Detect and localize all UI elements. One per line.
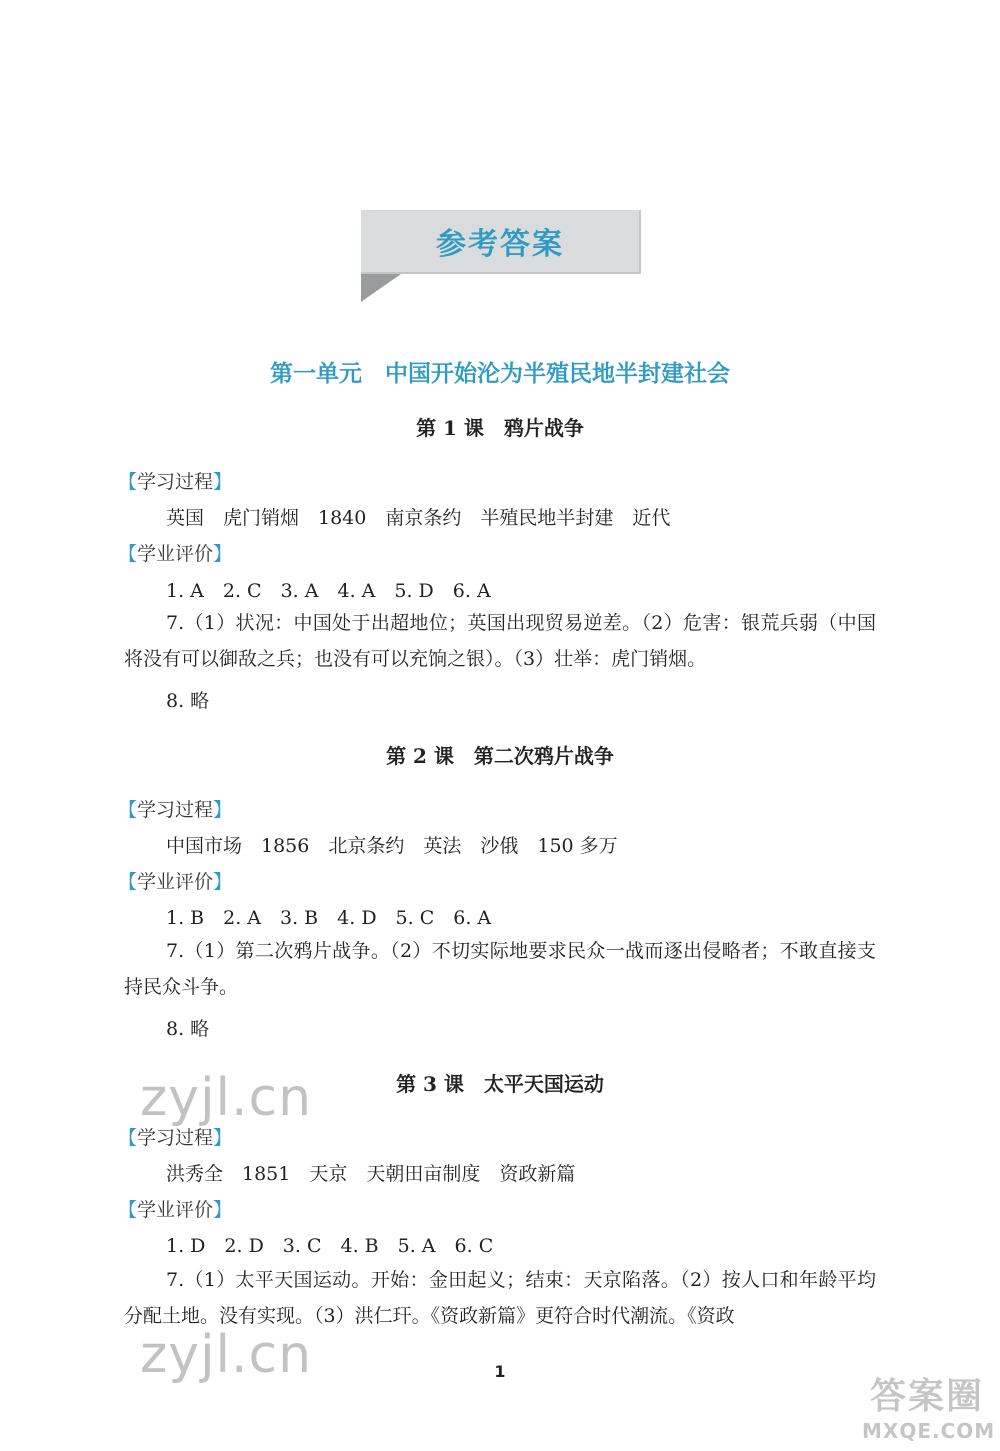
section-tag: 【学业评价】 — [118, 543, 233, 565]
lesson-title: 第 2 课 第二次鸦片战争 — [386, 744, 614, 768]
lesson-title: 第 1 课 鸦片战争 — [416, 416, 584, 440]
q7-answer: 7.（1）状况：中国处于出超地位；英国出现贸易逆差。（2）危害：银荒兵弱（中国将没有可以御敌之兵；也没有可以充饷之银）。（3）壮举：虎门销烟。 — [124, 612, 876, 670]
section-tag: 【学业评价】 — [118, 1199, 233, 1221]
section-tag: 【学习过程】 — [118, 799, 233, 821]
watermark-text: zyjl.cn — [140, 1325, 313, 1385]
choice-answers: 1. D 2. D 3. C 4. B 5. A 6. C — [166, 1235, 494, 1257]
banner-title: 参考答案 — [436, 227, 564, 262]
q7-answer: 7.（1）太平天国运动。开始：金田起义；结束：天京陷落。（2）按人口和年龄平均分配土地。没有实现。（3）洪仁玕。《资政新篇》更符合时代潮流。《资政 — [124, 1269, 876, 1327]
q8-answer: 8. 略 — [166, 690, 210, 712]
banner-fold — [361, 274, 401, 302]
page-number: 1 — [494, 1362, 506, 1381]
process-answers: 英国 虎门销烟 1840 南京条约 半殖民地半封建 近代 — [166, 507, 671, 529]
choice-answers: 1. B 2. A 3. B 4. D 5. C 6. A — [166, 907, 492, 929]
logo-url: MXQE.COM — [862, 1419, 996, 1443]
q7-answer: 7.（1）第二次鸦片战争。（2）不切实际地要求民众一战而逐出侵略者；不敢直接支持民众斗争。 — [124, 940, 876, 998]
section-tag: 【学习过程】 — [118, 1127, 233, 1149]
process-answers: 中国市场 1856 北京条约 英法 沙俄 150 多万 — [166, 835, 618, 857]
process-answers: 洪秀全 1851 天京 天朝田亩制度 资政新篇 — [166, 1163, 576, 1185]
logo-text: 答案圈 — [869, 1376, 984, 1417]
answer-banner — [361, 210, 641, 274]
unit-title: 第一单元 中国开始沦为半殖民地半封建社会 — [270, 360, 730, 387]
lesson-title: 第 3 课 太平天国运动 — [396, 1072, 604, 1096]
q8-answer: 8. 略 — [166, 1018, 210, 1040]
section-tag: 【学业评价】 — [118, 871, 233, 893]
corner-watermark-logo — [862, 1368, 996, 1443]
watermark-text: zyjl.cn — [140, 1068, 313, 1128]
choice-answers: 1. A 2. C 3. A 4. A 5. D 6. A — [166, 580, 491, 602]
section-tag: 【学习过程】 — [118, 471, 233, 493]
